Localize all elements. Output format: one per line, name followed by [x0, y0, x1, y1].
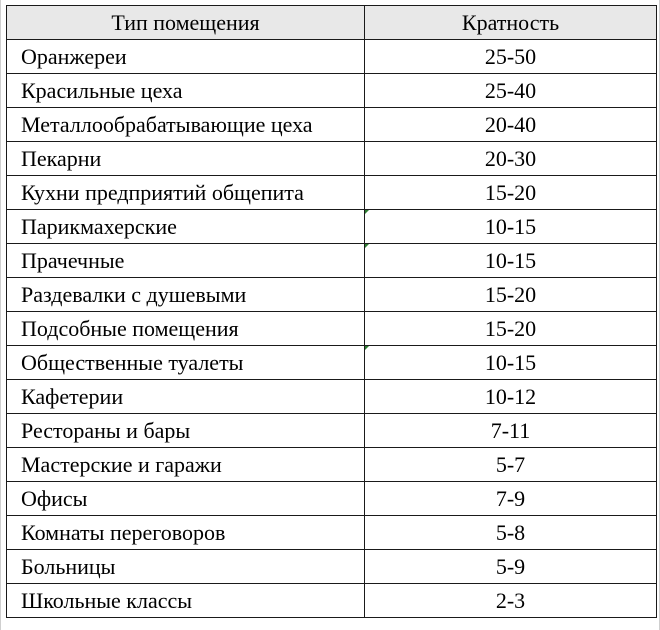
- header-rate[interactable]: Кратность: [365, 6, 657, 40]
- rate-cell[interactable]: 5-7: [365, 448, 657, 482]
- table-row: [7, 244, 657, 278]
- room-type-cell[interactable]: Мастерские и гаражи: [7, 448, 365, 482]
- room-type-cell[interactable]: Оранжереи: [7, 40, 365, 74]
- table-row: [7, 176, 657, 210]
- room-type-cell[interactable]: Кухни предприятий общепита: [7, 176, 365, 210]
- table-row: [7, 414, 657, 448]
- rate-cell[interactable]: 7-9: [365, 482, 657, 516]
- rate-cell[interactable]: 10-12: [365, 380, 657, 414]
- header-room-type[interactable]: Тип помещения: [7, 6, 365, 40]
- rate-cell[interactable]: 15-20: [365, 312, 657, 346]
- table-row: [7, 40, 657, 74]
- table-row: [7, 312, 657, 346]
- table-header: [7, 6, 657, 40]
- table-row: [7, 142, 657, 176]
- rate-value: 10-15: [484, 214, 537, 239]
- comment-marker-icon: [365, 244, 371, 250]
- table-row: [7, 584, 657, 618]
- room-type-cell[interactable]: Офисы: [7, 482, 365, 516]
- table-row: [7, 482, 657, 516]
- rate-cell[interactable]: [365, 346, 657, 380]
- rate-cell[interactable]: [365, 244, 657, 278]
- room-type-cell[interactable]: Подсобные помещения: [7, 312, 365, 346]
- rate-cell[interactable]: 7-11: [365, 414, 657, 448]
- rate-cell[interactable]: [365, 210, 657, 244]
- room-type-cell[interactable]: Парикмахерские: [7, 210, 365, 244]
- table-body: [7, 40, 657, 618]
- room-type-cell[interactable]: Красильные цеха: [7, 74, 365, 108]
- table-row: [7, 278, 657, 312]
- room-type-cell[interactable]: Прачечные: [7, 244, 365, 278]
- rate-value: 10-15: [484, 350, 537, 375]
- room-type-cell[interactable]: Школьные классы: [7, 584, 365, 618]
- rate-cell[interactable]: 2-3: [365, 584, 657, 618]
- rate-cell[interactable]: 25-40: [365, 74, 657, 108]
- rate-cell[interactable]: 5-8: [365, 516, 657, 550]
- table-row: [7, 380, 657, 414]
- header-row: [7, 6, 657, 40]
- rate-cell[interactable]: 15-20: [365, 278, 657, 312]
- room-type-cell[interactable]: Раздевалки с душевыми: [7, 278, 365, 312]
- room-type-cell[interactable]: Рестораны и бары: [7, 414, 365, 448]
- rate-value: 10-15: [484, 248, 537, 273]
- room-type-cell[interactable]: Больницы: [7, 550, 365, 584]
- room-type-cell[interactable]: Металлообрабатывающие цеха: [7, 108, 365, 142]
- table-row: [7, 448, 657, 482]
- rate-cell[interactable]: 5-9: [365, 550, 657, 584]
- rate-cell[interactable]: 15-20: [365, 176, 657, 210]
- room-type-cell[interactable]: Общественные туалеты: [7, 346, 365, 380]
- table-row: [7, 108, 657, 142]
- rate-cell[interactable]: 20-30: [365, 142, 657, 176]
- comment-marker-icon: [365, 210, 371, 216]
- rate-cell[interactable]: 20-40: [365, 108, 657, 142]
- comment-marker-icon: [365, 346, 371, 352]
- room-type-cell[interactable]: Комнаты переговоров: [7, 516, 365, 550]
- table-row: [7, 550, 657, 584]
- rate-cell[interactable]: 25-50: [365, 40, 657, 74]
- ventilation-rate-table: [6, 5, 657, 618]
- table-row: [7, 210, 657, 244]
- room-type-cell[interactable]: Пекарни: [7, 142, 365, 176]
- table-row: [7, 516, 657, 550]
- table-row: [7, 346, 657, 380]
- table-row: [7, 74, 657, 108]
- room-type-cell[interactable]: Кафетерии: [7, 380, 365, 414]
